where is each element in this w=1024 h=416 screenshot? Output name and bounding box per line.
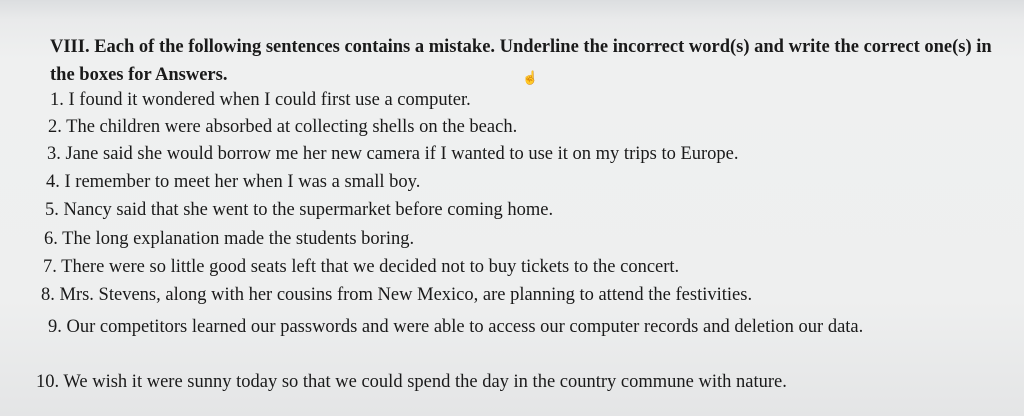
question-text: Jane said she would borrow me her new camera if I wanted to use it on my trips to Europe. (65, 144, 739, 164)
question-text: Nancy said that she went to the supermarket before coming home. (63, 200, 554, 220)
question-number: 8. (41, 285, 55, 305)
question-text: I remember to meet her when I was a small boy. (64, 172, 421, 192)
question-number: 9. (48, 317, 62, 337)
question-text: We wish it were sunny today so that we could spend the day in the country commune with nature. (63, 372, 787, 392)
question-8 (41, 284, 752, 306)
hand-cursor-icon: ☝ (522, 70, 539, 85)
question-number: 6. (44, 229, 58, 249)
question-number: 4. (46, 172, 60, 192)
question-text: There were so little good seats left that we decided not to buy tickets to the concert. (61, 257, 680, 277)
question-number: 3. (47, 144, 61, 164)
exercise-heading: VIII. Each of the following sentences contains a mistake. Underline the incorrect word(s) and write the correct one(s) in the boxes for Answers. (50, 37, 992, 85)
question-7 (43, 256, 679, 278)
question-6 (44, 228, 414, 250)
question-number: 10. (36, 372, 60, 392)
question-text: The children were absorbed at collecting shells on the beach. (66, 117, 518, 137)
question-4 (46, 171, 420, 193)
question-text: I found it wondered when I could first use a computer. (68, 90, 471, 110)
question-text: Mrs. Stevens, along with her cousins from New Mexico, are planning to attend the festivities. (59, 285, 753, 305)
question-10 (36, 371, 787, 393)
question-1 (50, 89, 471, 111)
question-number: 1. (50, 90, 64, 110)
question-number: 5. (45, 200, 59, 220)
question-5 (45, 199, 553, 221)
question-text: The long explanation made the students boring. (62, 229, 415, 249)
question-text: Our competitors learned our passwords and were able to access our computer records and deletion our data. (66, 317, 864, 337)
question-9 (38, 313, 1008, 342)
question-3 (47, 143, 739, 165)
question-number: 7. (43, 257, 57, 277)
question-number: 2. (48, 117, 62, 137)
question-2 (48, 116, 517, 138)
